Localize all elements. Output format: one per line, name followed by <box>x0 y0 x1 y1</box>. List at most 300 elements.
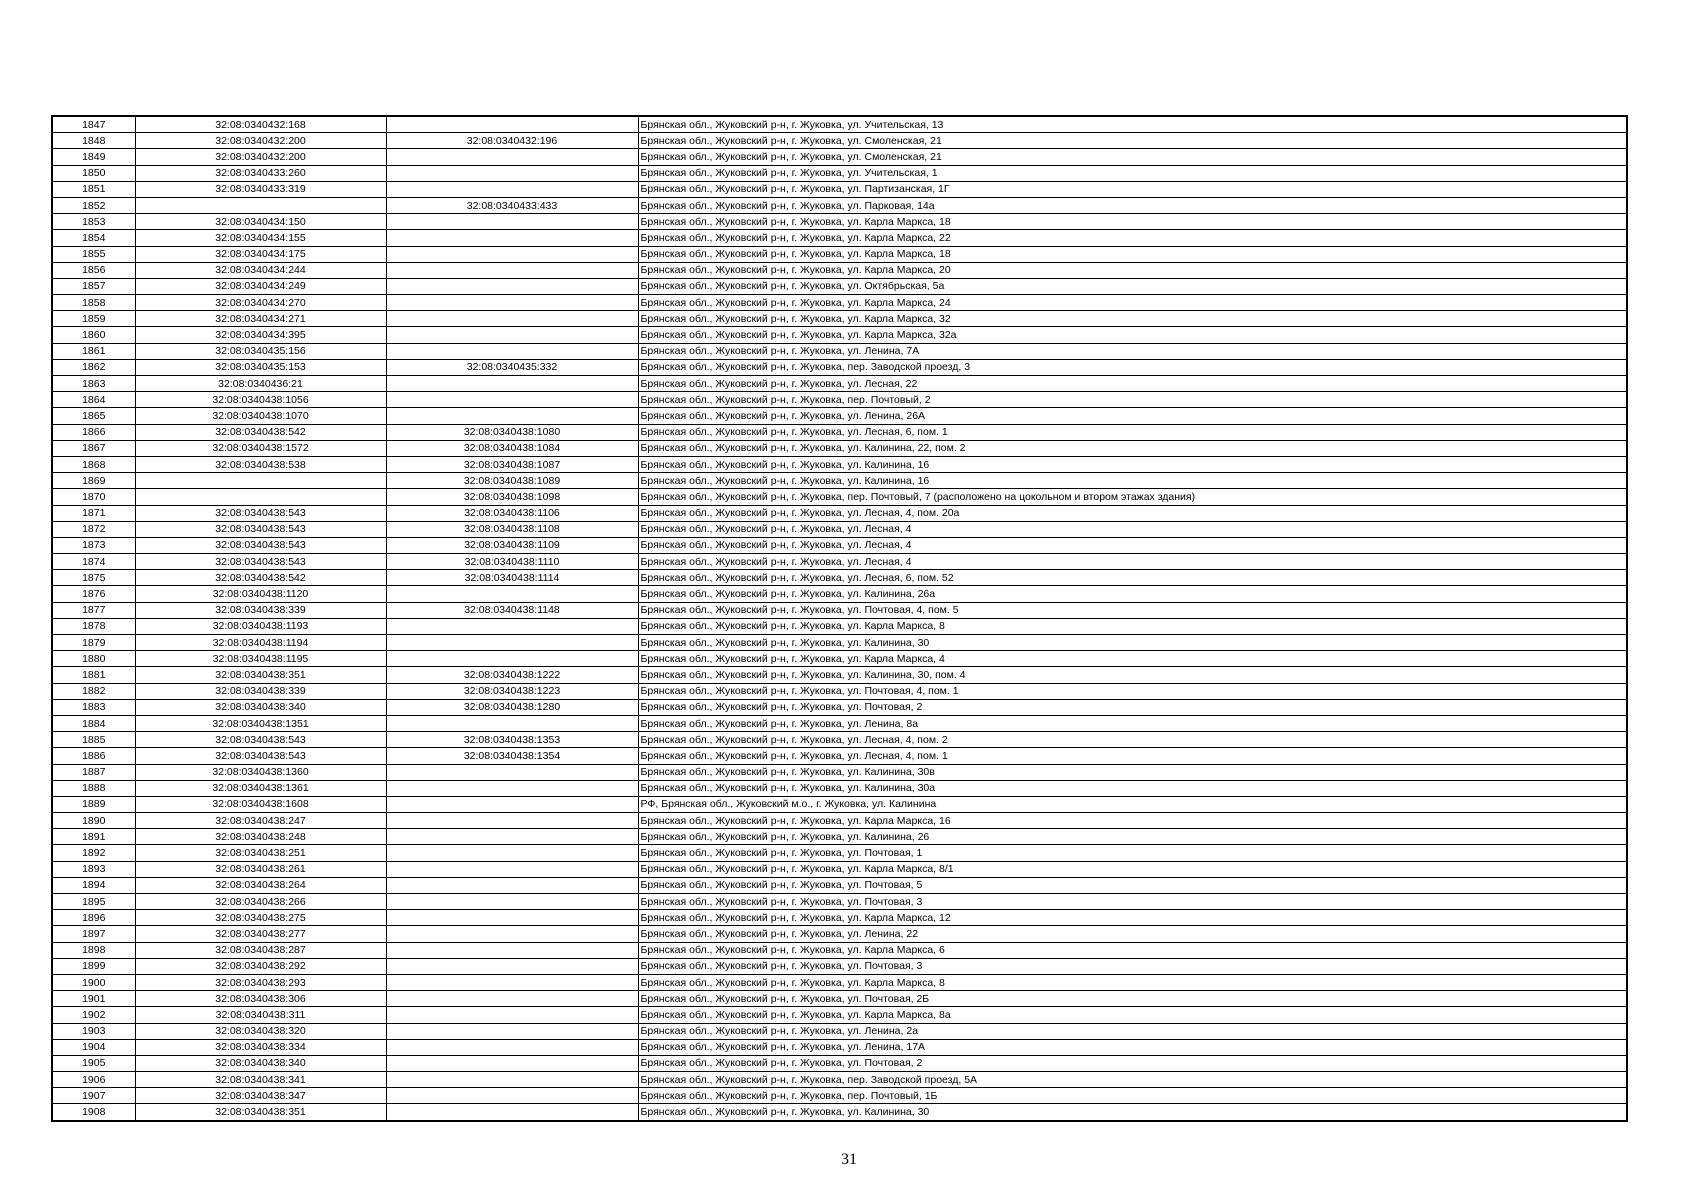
building-cadastral-number-cell <box>386 327 638 343</box>
land-cadastral-number-cell: 32:08:0340438:277 <box>135 926 386 942</box>
table-row <box>52 942 1627 958</box>
table-row <box>52 489 1627 505</box>
land-cadastral-number-cell: 32:08:0340435:153 <box>135 359 386 375</box>
row-number-cell: 1875 <box>52 570 135 586</box>
address-cell: Брянская обл., Жуковский р-н, г. Жуковка, ул. Почтовая, 3 <box>638 894 1627 910</box>
table-row <box>52 1023 1627 1039</box>
table-row <box>52 635 1627 651</box>
building-cadastral-number-cell <box>386 116 638 133</box>
registry-sheet <box>51 115 1626 1122</box>
table-row <box>52 359 1627 375</box>
row-number-cell: 1866 <box>52 424 135 440</box>
row-number-cell: 1867 <box>52 440 135 456</box>
table-row <box>52 991 1627 1007</box>
land-cadastral-number-cell: 32:08:0340434:150 <box>135 214 386 230</box>
table-row <box>52 295 1627 311</box>
row-number-cell: 1854 <box>52 230 135 246</box>
building-cadastral-number-cell <box>386 278 638 294</box>
address-cell: Брянская обл., Жуковский р-н, г. Жуковка, пер. Заводской проезд, 3 <box>638 359 1627 375</box>
row-number-cell: 1857 <box>52 278 135 294</box>
registry-table-body <box>52 116 1627 1121</box>
row-number-cell: 1903 <box>52 1023 135 1039</box>
table-row <box>52 149 1627 165</box>
address-cell: Брянская обл., Жуковский р-н, г. Жуковка, пер. Заводской проезд, 5А <box>638 1072 1627 1088</box>
table-row <box>52 796 1627 812</box>
land-cadastral-number-cell: 32:08:0340438:248 <box>135 829 386 845</box>
building-cadastral-number-cell <box>386 1104 638 1121</box>
land-cadastral-number-cell: 32:08:0340438:543 <box>135 521 386 537</box>
row-number-cell: 1881 <box>52 667 135 683</box>
land-cadastral-number-cell: 32:08:0340434:244 <box>135 262 386 278</box>
row-number-cell: 1901 <box>52 991 135 1007</box>
table-row <box>52 667 1627 683</box>
table-row <box>52 764 1627 780</box>
building-cadastral-number-cell: 32:08:0340438:1098 <box>386 489 638 505</box>
land-cadastral-number-cell: 32:08:0340436:21 <box>135 376 386 392</box>
table-row <box>52 861 1627 877</box>
address-cell: Брянская обл., Жуковский р-н, г. Жуковка, пер. Почтовый, 7 (расположено на цокольном и втором этажах здания) <box>638 489 1627 505</box>
row-number-cell: 1888 <box>52 780 135 796</box>
table-row <box>52 845 1627 861</box>
land-cadastral-number-cell: 32:08:0340438:351 <box>135 667 386 683</box>
address-cell: Брянская обл., Жуковский р-н, г. Жуковка, ул. Партизанская, 1Г <box>638 181 1627 197</box>
land-cadastral-number-cell: 32:08:0340438:251 <box>135 845 386 861</box>
land-cadastral-number-cell: 32:08:0340434:175 <box>135 246 386 262</box>
building-cadastral-number-cell: 32:08:0340438:1222 <box>386 667 638 683</box>
address-cell: Брянская обл., Жуковский р-н, г. Жуковка, ул. Смоленская, 21 <box>638 133 1627 149</box>
address-cell: Брянская обл., Жуковский р-н, г. Жуковка, ул. Почтовая, 4, пом. 5 <box>638 602 1627 618</box>
row-number-cell: 1870 <box>52 489 135 505</box>
table-row <box>52 246 1627 262</box>
land-cadastral-number-cell: 32:08:0340438:543 <box>135 554 386 570</box>
land-cadastral-number-cell: 32:08:0340434:249 <box>135 278 386 294</box>
address-cell: Брянская обл., Жуковский р-н, г. Жуковка, ул. Ленина, 8а <box>638 715 1627 731</box>
land-cadastral-number-cell: 32:08:0340438:340 <box>135 699 386 715</box>
address-cell: Брянская обл., Жуковский р-н, г. Жуковка, ул. Октябрьская, 5а <box>638 278 1627 294</box>
land-cadastral-number-cell: 32:08:0340438:334 <box>135 1039 386 1055</box>
land-cadastral-number-cell: 32:08:0340438:538 <box>135 456 386 472</box>
table-row <box>52 651 1627 667</box>
table-row <box>52 1104 1627 1121</box>
row-number-cell: 1902 <box>52 1007 135 1023</box>
row-number-cell: 1849 <box>52 149 135 165</box>
building-cadastral-number-cell <box>386 829 638 845</box>
land-cadastral-number-cell: 32:08:0340438:339 <box>135 602 386 618</box>
table-row <box>52 440 1627 456</box>
building-cadastral-number-cell: 32:08:0340438:1280 <box>386 699 638 715</box>
table-row <box>52 699 1627 715</box>
land-cadastral-number-cell: 32:08:0340434:155 <box>135 230 386 246</box>
building-cadastral-number-cell <box>386 894 638 910</box>
address-cell: Брянская обл., Жуковский р-н, г. Жуковка, ул. Лесная, 6, пом. 52 <box>638 570 1627 586</box>
land-cadastral-number-cell: 32:08:0340438:1608 <box>135 796 386 812</box>
address-cell: Брянская обл., Жуковский р-н, г. Жуковка, ул. Ленина, 7А <box>638 343 1627 359</box>
row-number-cell: 1885 <box>52 732 135 748</box>
table-row <box>52 505 1627 521</box>
table-row <box>52 974 1627 990</box>
building-cadastral-number-cell <box>386 974 638 990</box>
building-cadastral-number-cell <box>386 376 638 392</box>
row-number-cell: 1907 <box>52 1088 135 1104</box>
land-cadastral-number-cell: 32:08:0340438:320 <box>135 1023 386 1039</box>
row-number-cell: 1859 <box>52 311 135 327</box>
table-row <box>52 214 1627 230</box>
address-cell: Брянская обл., Жуковский р-н, г. Жуковка, ул. Калинина, 30 <box>638 1104 1627 1121</box>
land-cadastral-number-cell: 32:08:0340438:264 <box>135 877 386 893</box>
table-row <box>52 732 1627 748</box>
building-cadastral-number-cell <box>386 214 638 230</box>
table-row <box>52 570 1627 586</box>
land-cadastral-number-cell: 32:08:0340438:339 <box>135 683 386 699</box>
row-number-cell: 1906 <box>52 1072 135 1088</box>
address-cell: Брянская обл., Жуковский р-н, г. Жуковка, пер. Почтовый, 1Б <box>638 1088 1627 1104</box>
address-cell: Брянская обл., Жуковский р-н, г. Жуковка, ул. Лесная, 4 <box>638 537 1627 553</box>
land-cadastral-number-cell: 32:08:0340438:1361 <box>135 780 386 796</box>
table-row <box>52 1039 1627 1055</box>
building-cadastral-number-cell <box>386 1007 638 1023</box>
land-cadastral-number-cell: 32:08:0340438:1120 <box>135 586 386 602</box>
address-cell: Брянская обл., Жуковский р-н, г. Жуковка, ул. Лесная, 6, пом. 1 <box>638 424 1627 440</box>
building-cadastral-number-cell <box>386 764 638 780</box>
address-cell: Брянская обл., Жуковский р-н, г. Жуковка, ул. Смоленская, 21 <box>638 149 1627 165</box>
building-cadastral-number-cell: 32:08:0340438:1084 <box>386 440 638 456</box>
land-cadastral-number-cell: 32:08:0340434:395 <box>135 327 386 343</box>
address-cell: Брянская обл., Жуковский р-н, г. Жуковка, ул. Калинина, 22, пом. 2 <box>638 440 1627 456</box>
table-row <box>52 343 1627 359</box>
building-cadastral-number-cell: 32:08:0340433:433 <box>386 197 638 213</box>
table-row <box>52 894 1627 910</box>
row-number-cell: 1892 <box>52 845 135 861</box>
table-row <box>52 618 1627 634</box>
row-number-cell: 1898 <box>52 942 135 958</box>
building-cadastral-number-cell <box>386 149 638 165</box>
land-cadastral-number-cell: 32:08:0340438:351 <box>135 1104 386 1121</box>
address-cell: Брянская обл., Жуковский р-н, г. Жуковка, ул. Лесная, 4 <box>638 554 1627 570</box>
land-cadastral-number-cell: 32:08:0340438:347 <box>135 1088 386 1104</box>
address-cell: Брянская обл., Жуковский р-н, г. Жуковка, ул. Калинина, 26 <box>638 829 1627 845</box>
address-cell: Брянская обл., Жуковский р-н, г. Жуковка, ул. Парковая, 14а <box>638 197 1627 213</box>
registry-table <box>51 115 1628 1122</box>
land-cadastral-number-cell: 32:08:0340438:542 <box>135 570 386 586</box>
building-cadastral-number-cell <box>386 181 638 197</box>
address-cell: Брянская обл., Жуковский р-н, г. Жуковка, ул. Карла Маркса, 8 <box>638 618 1627 634</box>
row-number-cell: 1850 <box>52 165 135 181</box>
building-cadastral-number-cell <box>386 861 638 877</box>
row-number-cell: 1871 <box>52 505 135 521</box>
address-cell: Брянская обл., Жуковский р-н, г. Жуковка, ул. Ленина, 17А <box>638 1039 1627 1055</box>
land-cadastral-number-cell: 32:08:0340438:340 <box>135 1055 386 1071</box>
land-cadastral-number-cell: 32:08:0340438:247 <box>135 813 386 829</box>
building-cadastral-number-cell <box>386 311 638 327</box>
land-cadastral-number-cell: 32:08:0340438:287 <box>135 942 386 958</box>
address-cell: Брянская обл., Жуковский р-н, г. Жуковка, ул. Почтовая, 4, пом. 1 <box>638 683 1627 699</box>
address-cell: Брянская обл., Жуковский р-н, г. Жуковка, ул. Почтовая, 2 <box>638 1055 1627 1071</box>
land-cadastral-number-cell <box>135 197 386 213</box>
table-row <box>52 1007 1627 1023</box>
table-row <box>52 829 1627 845</box>
row-number-cell: 1908 <box>52 1104 135 1121</box>
page-number: 31 <box>841 1151 857 1168</box>
address-cell: Брянская обл., Жуковский р-н, г. Жуковка, ул. Почтовая, 2 <box>638 699 1627 715</box>
building-cadastral-number-cell <box>386 295 638 311</box>
row-number-cell: 1861 <box>52 343 135 359</box>
building-cadastral-number-cell: 32:08:0340438:1087 <box>386 456 638 472</box>
address-cell: Брянская обл., Жуковский р-н, г. Жуковка, ул. Калинина, 30в <box>638 764 1627 780</box>
land-cadastral-number-cell: 32:08:0340438:292 <box>135 958 386 974</box>
building-cadastral-number-cell: 32:08:0340438:1114 <box>386 570 638 586</box>
building-cadastral-number-cell <box>386 246 638 262</box>
address-cell: Брянская обл., Жуковский р-н, г. Жуковка, ул. Учительская, 13 <box>638 116 1627 133</box>
address-cell: Брянская обл., Жуковский р-н, г. Жуковка, ул. Калинина, 30, пом. 4 <box>638 667 1627 683</box>
table-row <box>52 408 1627 424</box>
row-number-cell: 1893 <box>52 861 135 877</box>
address-cell: Брянская обл., Жуковский р-н, г. Жуковка, ул. Карла Маркса, 20 <box>638 262 1627 278</box>
building-cadastral-number-cell: 32:08:0340438:1080 <box>386 424 638 440</box>
address-cell: Брянская обл., Жуковский р-н, г. Жуковка, ул. Почтовая, 5 <box>638 877 1627 893</box>
building-cadastral-number-cell <box>386 910 638 926</box>
address-cell: Брянская обл., Жуковский р-н, г. Жуковка, ул. Учительская, 1 <box>638 165 1627 181</box>
building-cadastral-number-cell <box>386 343 638 359</box>
table-row <box>52 230 1627 246</box>
row-number-cell: 1883 <box>52 699 135 715</box>
land-cadastral-number-cell: 32:08:0340438:1195 <box>135 651 386 667</box>
address-cell: Брянская обл., Жуковский р-н, г. Жуковка, ул. Почтовая, 1 <box>638 845 1627 861</box>
table-row <box>52 197 1627 213</box>
address-cell: Брянская обл., Жуковский р-н, г. Жуковка, ул. Карла Маркса, 16 <box>638 813 1627 829</box>
row-number-cell: 1851 <box>52 181 135 197</box>
table-row <box>52 327 1627 343</box>
table-row <box>52 958 1627 974</box>
land-cadastral-number-cell: 32:08:0340438:261 <box>135 861 386 877</box>
building-cadastral-number-cell: 32:08:0340432:196 <box>386 133 638 149</box>
land-cadastral-number-cell: 32:08:0340434:270 <box>135 295 386 311</box>
table-row <box>52 116 1627 133</box>
building-cadastral-number-cell <box>386 635 638 651</box>
table-row <box>52 278 1627 294</box>
building-cadastral-number-cell <box>386 1072 638 1088</box>
address-cell: Брянская обл., Жуковский р-н, г. Жуковка, ул. Лесная, 4 <box>638 521 1627 537</box>
row-number-cell: 1882 <box>52 683 135 699</box>
table-row <box>52 537 1627 553</box>
row-number-cell: 1886 <box>52 748 135 764</box>
land-cadastral-number-cell: 32:08:0340438:293 <box>135 974 386 990</box>
row-number-cell: 1868 <box>52 456 135 472</box>
row-number-cell: 1864 <box>52 392 135 408</box>
table-row <box>52 165 1627 181</box>
land-cadastral-number-cell: 32:08:0340438:341 <box>135 1072 386 1088</box>
row-number-cell: 1856 <box>52 262 135 278</box>
land-cadastral-number-cell: 32:08:0340438:542 <box>135 424 386 440</box>
building-cadastral-number-cell <box>386 408 638 424</box>
land-cadastral-number-cell: 32:08:0340434:271 <box>135 311 386 327</box>
table-row <box>52 133 1627 149</box>
land-cadastral-number-cell <box>135 489 386 505</box>
address-cell: Брянская обл., Жуковский р-н, г. Жуковка, ул. Калинина, 26а <box>638 586 1627 602</box>
table-row <box>52 376 1627 392</box>
building-cadastral-number-cell <box>386 586 638 602</box>
address-cell: Брянская обл., Жуковский р-н, г. Жуковка, ул. Почтовая, 2Б <box>638 991 1627 1007</box>
row-number-cell: 1900 <box>52 974 135 990</box>
row-number-cell: 1862 <box>52 359 135 375</box>
land-cadastral-number-cell: 32:08:0340438:1360 <box>135 764 386 780</box>
building-cadastral-number-cell <box>386 991 638 1007</box>
building-cadastral-number-cell <box>386 262 638 278</box>
row-number-cell: 1847 <box>52 116 135 133</box>
land-cadastral-number-cell <box>135 473 386 489</box>
address-cell: Брянская обл., Жуковский р-н, г. Жуковка, ул. Лесная, 4, пом. 20а <box>638 505 1627 521</box>
table-row <box>52 748 1627 764</box>
row-number-cell: 1889 <box>52 796 135 812</box>
land-cadastral-number-cell: 32:08:0340438:306 <box>135 991 386 1007</box>
address-cell: Брянская обл., Жуковский р-н, г. Жуковка, ул. Карла Маркса, 4 <box>638 651 1627 667</box>
building-cadastral-number-cell <box>386 1088 638 1104</box>
row-number-cell: 1905 <box>52 1055 135 1071</box>
building-cadastral-number-cell <box>386 230 638 246</box>
land-cadastral-number-cell: 32:08:0340432:168 <box>135 116 386 133</box>
land-cadastral-number-cell: 32:08:0340435:156 <box>135 343 386 359</box>
land-cadastral-number-cell: 32:08:0340438:311 <box>135 1007 386 1023</box>
land-cadastral-number-cell: 32:08:0340438:1070 <box>135 408 386 424</box>
row-number-cell: 1858 <box>52 295 135 311</box>
land-cadastral-number-cell: 32:08:0340438:1056 <box>135 392 386 408</box>
table-row <box>52 1088 1627 1104</box>
table-row <box>52 424 1627 440</box>
row-number-cell: 1884 <box>52 715 135 731</box>
land-cadastral-number-cell: 32:08:0340438:543 <box>135 505 386 521</box>
land-cadastral-number-cell: 32:08:0340438:543 <box>135 748 386 764</box>
land-cadastral-number-cell: 32:08:0340438:1194 <box>135 635 386 651</box>
building-cadastral-number-cell <box>386 1039 638 1055</box>
table-row <box>52 877 1627 893</box>
row-number-cell: 1869 <box>52 473 135 489</box>
row-number-cell: 1896 <box>52 910 135 926</box>
row-number-cell: 1860 <box>52 327 135 343</box>
land-cadastral-number-cell: 32:08:0340438:543 <box>135 537 386 553</box>
table-row <box>52 181 1627 197</box>
table-row <box>52 262 1627 278</box>
building-cadastral-number-cell <box>386 942 638 958</box>
row-number-cell: 1894 <box>52 877 135 893</box>
land-cadastral-number-cell: 32:08:0340438:1193 <box>135 618 386 634</box>
building-cadastral-number-cell <box>386 796 638 812</box>
address-cell: Брянская обл., Жуковский р-н, г. Жуковка, ул. Калинина, 30 <box>638 635 1627 651</box>
table-row <box>52 926 1627 942</box>
building-cadastral-number-cell: 32:08:0340438:1354 <box>386 748 638 764</box>
row-number-cell: 1879 <box>52 635 135 651</box>
building-cadastral-number-cell: 32:08:0340438:1089 <box>386 473 638 489</box>
row-number-cell: 1855 <box>52 246 135 262</box>
building-cadastral-number-cell <box>386 877 638 893</box>
row-number-cell: 1872 <box>52 521 135 537</box>
table-row <box>52 1055 1627 1071</box>
building-cadastral-number-cell: 32:08:0340435:332 <box>386 359 638 375</box>
building-cadastral-number-cell: 32:08:0340438:1109 <box>386 537 638 553</box>
row-number-cell: 1897 <box>52 926 135 942</box>
address-cell: Брянская обл., Жуковский р-н, г. Жуковка, ул. Карла Маркса, 18 <box>638 246 1627 262</box>
address-cell: Брянская обл., Жуковский р-н, г. Жуковка, ул. Ленина, 26А <box>638 408 1627 424</box>
table-row <box>52 392 1627 408</box>
row-number-cell: 1891 <box>52 829 135 845</box>
row-number-cell: 1877 <box>52 602 135 618</box>
address-cell: Брянская обл., Жуковский р-н, г. Жуковка, ул. Ленина, 2а <box>638 1023 1627 1039</box>
address-cell: Брянская обл., Жуковский р-н, г. Жуковка, ул. Карла Маркса, 32 <box>638 311 1627 327</box>
table-row <box>52 311 1627 327</box>
land-cadastral-number-cell: 32:08:0340438:1572 <box>135 440 386 456</box>
building-cadastral-number-cell: 32:08:0340438:1353 <box>386 732 638 748</box>
address-cell: Брянская обл., Жуковский р-н, г. Жуковка, ул. Карла Маркса, 32а <box>638 327 1627 343</box>
building-cadastral-number-cell <box>386 813 638 829</box>
building-cadastral-number-cell <box>386 618 638 634</box>
building-cadastral-number-cell <box>386 715 638 731</box>
address-cell: Брянская обл., Жуковский р-н, г. Жуковка, ул. Карла Маркса, 22 <box>638 230 1627 246</box>
address-cell: Брянская обл., Жуковский р-н, г. Жуковка, ул. Лесная, 22 <box>638 376 1627 392</box>
row-number-cell: 1848 <box>52 133 135 149</box>
row-number-cell: 1890 <box>52 813 135 829</box>
table-row <box>52 554 1627 570</box>
building-cadastral-number-cell: 32:08:0340438:1106 <box>386 505 638 521</box>
building-cadastral-number-cell <box>386 1023 638 1039</box>
table-row <box>52 586 1627 602</box>
building-cadastral-number-cell <box>386 165 638 181</box>
land-cadastral-number-cell: 32:08:0340438:1351 <box>135 715 386 731</box>
building-cadastral-number-cell <box>386 780 638 796</box>
table-row <box>52 910 1627 926</box>
row-number-cell: 1853 <box>52 214 135 230</box>
row-number-cell: 1887 <box>52 764 135 780</box>
row-number-cell: 1895 <box>52 894 135 910</box>
row-number-cell: 1878 <box>52 618 135 634</box>
address-cell: Брянская обл., Жуковский р-н, г. Жуковка, ул. Карла Маркса, 8/1 <box>638 861 1627 877</box>
building-cadastral-number-cell: 32:08:0340438:1148 <box>386 602 638 618</box>
address-cell: Брянская обл., Жуковский р-н, г. Жуковка, ул. Карла Маркса, 24 <box>638 295 1627 311</box>
table-row <box>52 602 1627 618</box>
row-number-cell: 1873 <box>52 537 135 553</box>
table-row <box>52 473 1627 489</box>
address-cell: Брянская обл., Жуковский р-н, г. Жуковка, ул. Почтовая, 3 <box>638 958 1627 974</box>
land-cadastral-number-cell: 32:08:0340438:543 <box>135 732 386 748</box>
address-cell: РФ, Брянская обл., Жуковский м.о., г. Жуковка, ул. Калинина <box>638 796 1627 812</box>
land-cadastral-number-cell: 32:08:0340438:266 <box>135 894 386 910</box>
address-cell: Брянская обл., Жуковский р-н, г. Жуковка, ул. Ленина, 22 <box>638 926 1627 942</box>
row-number-cell: 1876 <box>52 586 135 602</box>
land-cadastral-number-cell: 32:08:0340433:319 <box>135 181 386 197</box>
table-row <box>52 521 1627 537</box>
building-cadastral-number-cell <box>386 1055 638 1071</box>
address-cell: Брянская обл., Жуковский р-н, г. Жуковка, ул. Калинина, 16 <box>638 456 1627 472</box>
address-cell: Брянская обл., Жуковский р-н, г. Жуковка, ул. Лесная, 4, пом. 1 <box>638 748 1627 764</box>
address-cell: Брянская обл., Жуковский р-н, г. Жуковка, ул. Лесная, 4, пом. 2 <box>638 732 1627 748</box>
row-number-cell: 1899 <box>52 958 135 974</box>
address-cell: Брянская обл., Жуковский р-н, г. Жуковка, ул. Калинина, 16 <box>638 473 1627 489</box>
building-cadastral-number-cell: 32:08:0340438:1110 <box>386 554 638 570</box>
building-cadastral-number-cell <box>386 926 638 942</box>
address-cell: Брянская обл., Жуковский р-н, г. Жуковка, ул. Калинина, 30а <box>638 780 1627 796</box>
address-cell: Брянская обл., Жуковский р-н, г. Жуковка, ул. Карла Маркса, 12 <box>638 910 1627 926</box>
building-cadastral-number-cell: 32:08:0340438:1108 <box>386 521 638 537</box>
table-row <box>52 456 1627 472</box>
row-number-cell: 1880 <box>52 651 135 667</box>
land-cadastral-number-cell: 32:08:0340432:200 <box>135 133 386 149</box>
table-row <box>52 780 1627 796</box>
building-cadastral-number-cell: 32:08:0340438:1223 <box>386 683 638 699</box>
table-row <box>52 1072 1627 1088</box>
building-cadastral-number-cell <box>386 845 638 861</box>
land-cadastral-number-cell: 32:08:0340432:200 <box>135 149 386 165</box>
address-cell: Брянская обл., Жуковский р-н, г. Жуковка, ул. Карла Маркса, 18 <box>638 214 1627 230</box>
address-cell: Брянская обл., Жуковский р-н, г. Жуковка, ул. Карла Маркса, 8а <box>638 1007 1627 1023</box>
row-number-cell: 1852 <box>52 197 135 213</box>
building-cadastral-number-cell <box>386 392 638 408</box>
